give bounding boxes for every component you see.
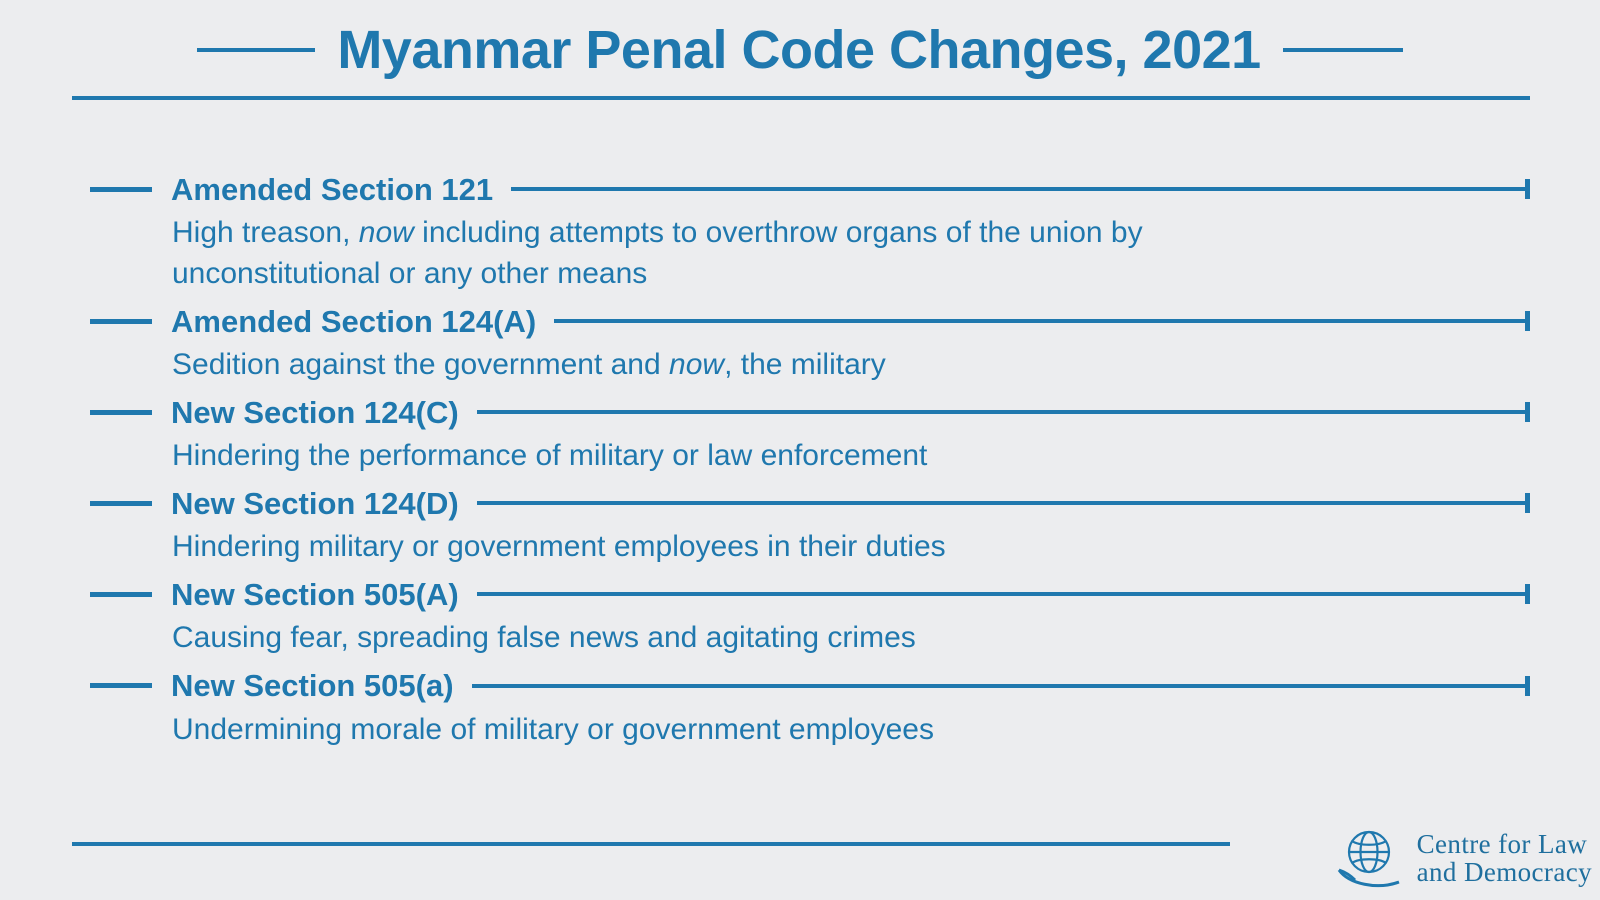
bullet-dash-icon bbox=[90, 410, 152, 415]
section-label-paren: (A) bbox=[493, 303, 537, 339]
heading-rule bbox=[477, 410, 1525, 414]
heading-rule-endcap-icon bbox=[1525, 676, 1530, 696]
list-item bbox=[0, 168, 1600, 294]
desc-part-before: Undermining morale of military or government employees bbox=[172, 712, 934, 746]
section-description bbox=[172, 709, 1342, 750]
section-label bbox=[171, 171, 494, 207]
section-label bbox=[171, 303, 537, 339]
desc-part-before: Causing fear, spreading false news and agitating crimes bbox=[172, 621, 916, 655]
desc-part-after: , the military bbox=[724, 348, 886, 382]
header-divider bbox=[72, 96, 1530, 100]
organization-logo bbox=[1335, 826, 1592, 892]
desc-part-emphasis: now bbox=[669, 348, 725, 382]
list-item-heading bbox=[0, 168, 1600, 210]
heading-rule-endcap-icon bbox=[1525, 584, 1530, 604]
section-label-paren: (C) bbox=[415, 394, 459, 430]
list-item bbox=[0, 300, 1600, 385]
section-label bbox=[171, 668, 454, 704]
section-label bbox=[171, 394, 459, 430]
section-label-text: New Section 124 bbox=[171, 485, 416, 521]
title-dash-right-icon bbox=[1283, 48, 1403, 52]
section-description bbox=[172, 617, 1342, 658]
heading-rule bbox=[472, 684, 1525, 688]
bullet-dash-icon bbox=[90, 683, 152, 688]
desc-part-before: Sedition against the government and bbox=[172, 348, 670, 382]
section-description bbox=[172, 344, 1342, 385]
desc-part-after: including attempts to overthrow organs of the union by unconstitutional or any other means bbox=[172, 216, 1143, 291]
bullet-dash-icon bbox=[90, 592, 152, 597]
section-description bbox=[172, 526, 1342, 567]
list-item-heading bbox=[0, 573, 1600, 615]
list-item bbox=[0, 573, 1600, 658]
heading-rule bbox=[477, 501, 1525, 505]
section-label-text: New Section 505 bbox=[171, 668, 416, 704]
section-label-paren: (A) bbox=[415, 576, 459, 612]
desc-part-before: High treason, bbox=[172, 216, 359, 249]
heading-rule bbox=[477, 592, 1525, 596]
footer-divider bbox=[72, 842, 1230, 846]
section-label-paren: (D) bbox=[415, 485, 459, 521]
desc-part-before: Hindering the performance of military or law enforcement bbox=[172, 439, 928, 473]
section-label bbox=[171, 485, 459, 521]
heading-rule bbox=[554, 319, 1525, 323]
heading-rule-endcap-icon bbox=[1525, 311, 1530, 331]
section-description bbox=[172, 212, 1342, 294]
list-item-heading bbox=[0, 665, 1600, 707]
heading-rule-endcap-icon bbox=[1525, 402, 1530, 422]
section-label bbox=[171, 576, 459, 612]
list-item bbox=[0, 482, 1600, 567]
title-row bbox=[0, 0, 1600, 90]
section-label-text: Amended Section 124 bbox=[171, 303, 494, 339]
page-title: Myanmar Penal Code Changes, 2021 bbox=[337, 20, 1261, 80]
desc-part-before: Hindering military or government employees in their duties bbox=[172, 530, 946, 564]
section-label-paren: (a) bbox=[415, 668, 454, 704]
list-item-heading bbox=[0, 300, 1600, 342]
list-item bbox=[0, 665, 1600, 750]
logo-wordmark bbox=[1417, 831, 1592, 886]
list-item bbox=[0, 391, 1600, 476]
bullet-dash-icon bbox=[90, 501, 152, 506]
section-label-text: Amended Section 121 bbox=[171, 171, 494, 207]
section-label-text: New Section 505 bbox=[171, 576, 416, 612]
logo-line-2: and Democracy bbox=[1416, 857, 1592, 887]
list-item-heading bbox=[0, 391, 1600, 433]
slide-header bbox=[0, 0, 1600, 108]
heading-rule bbox=[511, 187, 1525, 191]
heading-rule-endcap-icon bbox=[1525, 179, 1530, 199]
list-item-heading bbox=[0, 482, 1600, 524]
heading-rule-endcap-icon bbox=[1525, 493, 1530, 513]
desc-part-emphasis: now bbox=[358, 216, 414, 249]
bullet-dash-icon bbox=[90, 319, 152, 324]
title-dash-left-icon bbox=[197, 48, 315, 52]
penal-code-changes-list bbox=[0, 168, 1600, 756]
section-label-text: New Section 124 bbox=[171, 394, 416, 430]
globe-in-hand-icon bbox=[1335, 826, 1407, 892]
section-description bbox=[172, 435, 1342, 476]
logo-line-1: Centre for Law bbox=[1416, 829, 1588, 860]
bullet-dash-icon bbox=[90, 187, 152, 192]
